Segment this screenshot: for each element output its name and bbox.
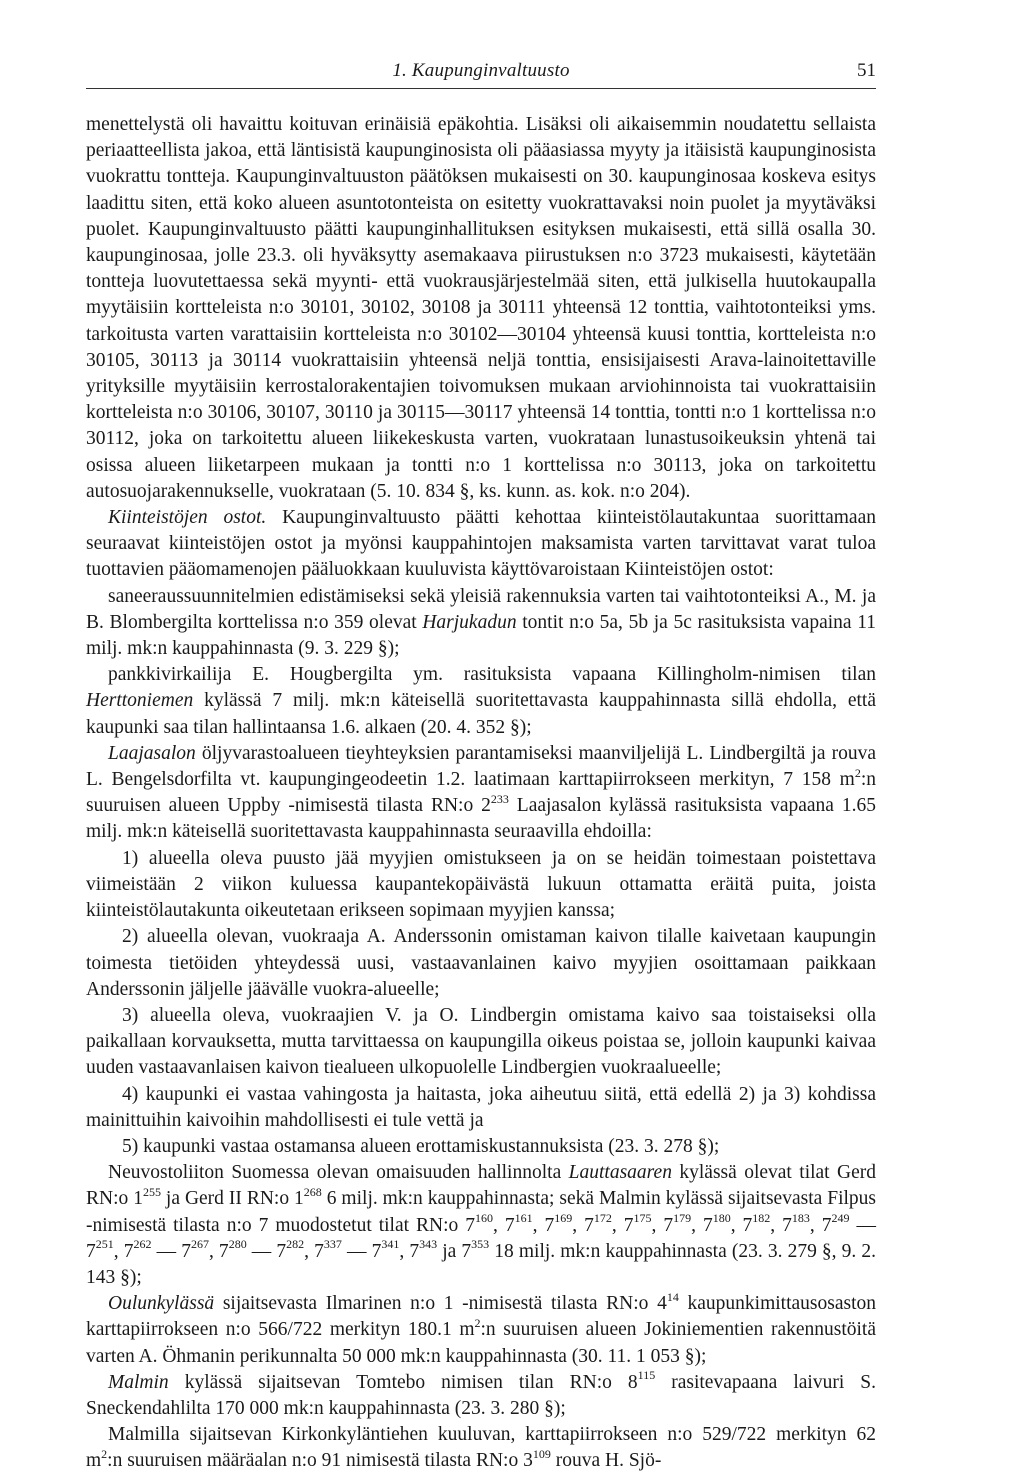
paragraph-7: 2) alueella olevan, vuokraaja A. Anderssonin omistaman kaivon tilalle kaivetaan kaupungin toimesta tietöiden yhteydessä uusi, vastaavanlainen kaivo myyjien osoittamaan paikkaan Anderssonin jäljelle jäävälle vuokra-alueelle; xyxy=(86,926,876,1000)
paragraph-1: menettelystä oli havaittu koituvan erinäisiä epäkohtia. Lisäksi oli aikaisemmin noudatettu sellaista periaatteellista jakoa, että läntisistä kaupunginosista oli pääasiassa myyty ja itäisistä kaupunginosista vuokrattu tontteja. Kaupunginvaltuuston päätöksen mukaisesti on 30. kaupunginosaa koskeva esitys laadittu siten, että koko alueen asuntotonteista on esitetty vuokrattavaksi noin puolet ja myytäväksi puolet. Kaupunginvaltuusto päätti kaupunginhallituksen esityksen mukaisesti, että sillä osalla 30. kaupunginosaa, jolle 23.3. oli hyväksytty asemakaava piirustuksen n:o 3723 mukaisesti, käytetään tontteja luovutettaessa sekä myynti- että vuokrausjärjestelmää siten, että julkisella huutokaupalla myytäisiin kortteleista n:o 30101, 30102, 30108 ja 30111 yhteensä 12 tonttia, vaihtotonteiksi yms. tarkoitusta varten varattaisiin kortteleista n:o 30102—30104 yhteensä kuusi tonttia, kortteleista n:o 30105, 30113 ja 30114 vuokrattaisiin yhteensä neljä tonttia, ensisijaisesti Arava-lainoitettaville yrityksille myytäisiin kerrostalorakentajien toivomuksen mukaan arviohinnoista tai vuokrattaisiin kortteleista n:o 30106, 30107, 30110 ja 30115—30117 yhteensä 14 tonttia, tontti n:o 1 korttelissa n:o 30112, joka on tarkoitettu alueen liikekeskusta varten, vuokrataan lunastusoikeuksin yhtenä tai osissa alueen liiketarpeen mukaan ja tontti n:o 1 korttelissa n:o 30113, joka on tarkoitettu autosuojarakennukselle, vuokrataan (5. 10. 834 §, ks. kunn. as. kok. n:o 204). xyxy=(86,114,876,502)
paragraph-4: pankkivirkailija E. Hougbergilta ym. rasituksista vapaana Killingholm-nimisen tilan Herttoniemen kylässä 7 milj. mk:n käteisellä suoritettavasta kauppahinnasta sillä ehdolla, että kaupunki saa tilan hallintaansa 1.6. alkaen (20. 4. 352 §); xyxy=(86,664,876,738)
header-rule xyxy=(86,88,876,89)
paragraph-6: 1) alueella oleva puusto jää myyjien omistukseen ja on se heidän toimestaan poistettava viimeistään 2 viikon kuluessa kaupantekopäivästä lukuun ottamatta eräitä puita, joista kiinteistölautakunta oikeutetaan erikseen sopimaan myyjien kanssa; xyxy=(86,847,876,922)
paragraph-11: Neuvostoliiton Suomessa olevan omaisuuden hallinnolta Lauttasaaren kylässä olevat tilat Gerd RN:o $1^{255}$ ja Gerd II RN:o $1^{268}$ 6 milj. mk:n kauppahinnasta; sekä Malmin kylässä sijaitsevasta Filpus -nimisestä tilasta n:o 7 muodostetut tilat RN:o $7^{160}$, $7^{161}$, $7^{169}$, $7^{172}$, $7^{175}$, $7^{179}$, $7^{180}$, $7^{182}$, $7^{183}$, $7^{249}$ — $7^{251}$, $7^{262}$ — $7^{267}$, $7^{280}$ — $7^{282}$, $7^{337}$ — $7^{341}$, $7^{343}$ ja $7^{353}$ 18 milj. mk:n kauppahinnasta (23. 3. 279 §, 9. 2. 143 §); xyxy=(86,1162,877,1288)
paragraph-3: saneeraussuunnitelmien edistämiseksi sekä yleisiä rakennuksia varten tai vaihtotonteiksi A., M. ja B. Blombergilta korttelissa n:o 359 olevat Harjukadun tontit n:o 5a, 5b ja 5c rasituksista vapaina 11 milj. mk:n kauppahinnasta (9. 3. 229 §); xyxy=(86,585,876,660)
paragraph-9: 4) kaupunki ei vastaa vahingosta ja haitasta, joka aiheutuu siitä, että edellä 2) ja 3) kohdissa mainittuihin kaivoihin mahdollisesti ei tule vettä ja xyxy=(86,1083,876,1131)
running-title: 1. Kaupunginvaltuusto xyxy=(392,60,570,81)
paragraph-2: Kiinteistöjen ostot. Kaupunginvaltuusto päätti kehottaa kiinteistölautakuntaa suorittamaan seuraavat kiinteistöjen ostot ja myönsi kauppahintojen maksamista varten tarvittavat varat tuloa tuottavien pääomamenojen pääluokkaan kuuluvista käyttövaroistaan Kiinteistöjen ostot: xyxy=(86,507,876,581)
paragraph-12: Oulunkylässä sijaitsevasta Ilmarinen n:o 1 -nimisestä tilasta RN:o $4^{14}$ kaupunkimittausosaston karttapiirrokseen n:o 566/722 merkityn 180.1 $m^2:n$ suuruisen alueen Jokiniementien rakennustöitä varten A. Öhmanin perikunnalta 50 000 mk:n kauppahinnasta (30. 11. 1 053 §); xyxy=(86,1289,876,1367)
paragraph-5: Laajasalon öljyvarastoalueen tieyhteyksien parantamiseksi maanviljelijä L. Lindbergiltä ja rouva L. Bengelsdorfilta vt. kaupungingeodeetin 1.2. laatimaan karttapiirrokseen merkityn, 7 158 $m^2:n$ suuruisen alueen Uppby -nimisestä tilasta RN:o $2^{233}$ Laajasalon kylässä rasituksista vapaana 1.65 milj. mk:n käteisellä suoritettavasta kauppahinnasta seuraavilla ehdoilla: xyxy=(86,742,876,843)
paragraph-10: 5) kaupunki vastaa ostamansa alueen erottamiskustannuksista (23. 3. 278 §); xyxy=(122,1135,720,1157)
paragraph-13: Malmin kylässä sijaitsevan Tomtebo nimisen tilan RN:o $8^{115}$ rasitevapaana laivuri S. Sneckendahlilta 170 000 mk:n kauppahinnasta (23. 3. 280 §); xyxy=(86,1368,876,1419)
page-header xyxy=(86,58,876,88)
paragraph-8: 3) alueella oleva, vuokraajien V. ja O. Lindbergin omistama kaivo saa toistaiseksi olla paikallaan korvauksetta, mutta tarvittaessa on kaupungilla oikeus poistaa se, jolloin kaupunki kaivaa uuden vastaavanlaisen kaivon tiealueen ulkopuolelle Lindbergien vuokraalueelle; xyxy=(86,1004,876,1079)
page-number: 51 xyxy=(857,60,876,81)
paragraph-14: Malmilla sijaitsevan Kirkonkyläntiehen kuuluvan, karttapiirrokseen n:o 529/722 merkityn 62 $m^2:n$ suuruisen määräalan n:o 91 nimisestä tilasta RN:o $3^{109}$ rouva H. Sjö- xyxy=(86,1424,876,1472)
body-text xyxy=(86,112,876,1475)
